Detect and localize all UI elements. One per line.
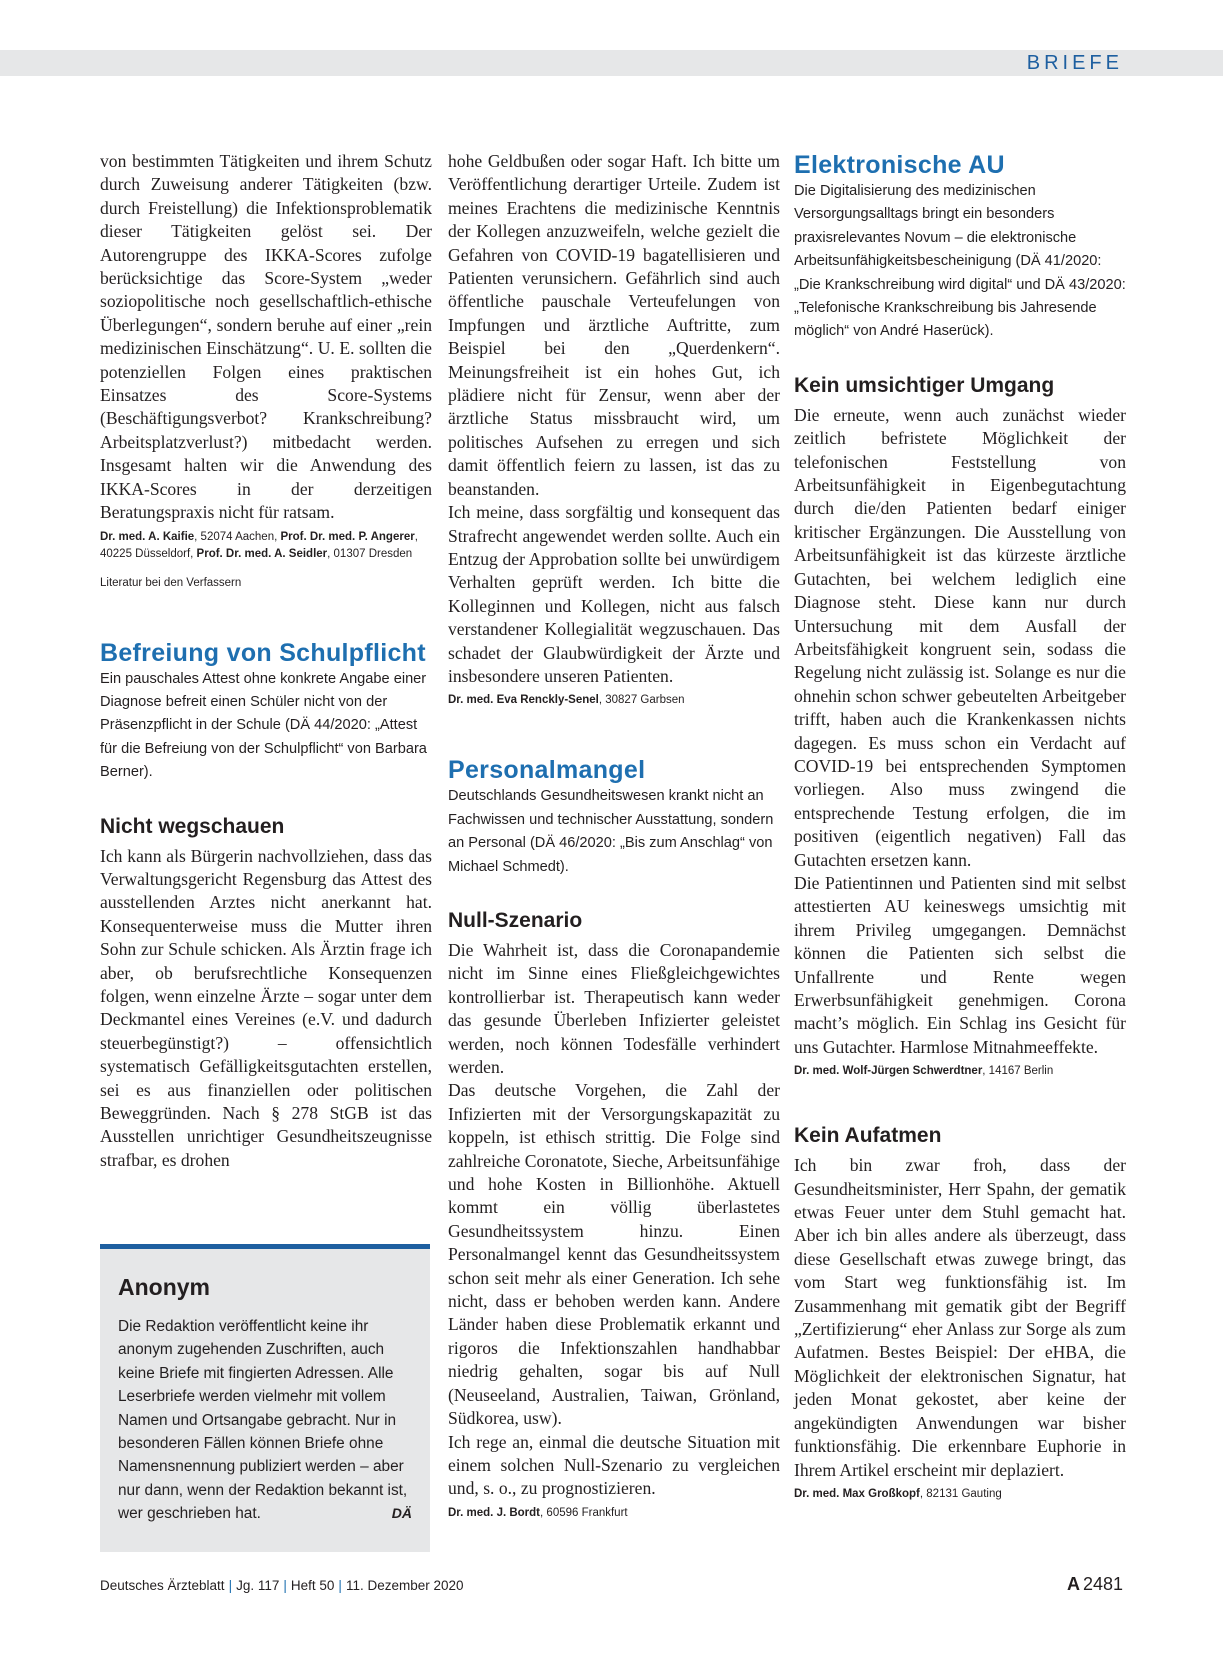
letter-heading: Nicht wegschauen bbox=[100, 814, 285, 838]
letter-text: hohe Geldbußen oder sogar Haft. Ich bitte um Veröffentlichung derartiger Urteile. Zudem ist meines Erachtens die medizinische Kenntnis der Kollegen anzuzweifeln, welche gezielt die Gefahren von COVID-19 bagatellisieren und Patienten verunsichern. Gefährlich sind auch öffentliche pauschale Verteufelungen von Impfungen und ärztliche Auftritte, zum Beispiel bei den „Querdenkern“. Meinungsfreiheit ist ein hohes Gut, ich plädiere nicht für Zensur, wenn aber der ärztliche Status missbraucht wird, um politisches Aufsehen zu erregen und sich damit öffentlich feiern zu lassen, ist das zu beanstanden. bbox=[448, 151, 780, 499]
topic-heading: Elektronische AU bbox=[794, 151, 1005, 179]
signature: Dr. med. Wolf-Jürgen Schwerdtner, 14167 Berlin bbox=[794, 1065, 1054, 1078]
letter-text: von bestimmten Tätigkeiten und ihrem Schutz durch Zuweisung anderer Tätigkeiten (bzw. durch Freistellung) die Infektionsproblematik dieser Tätigkeiten gelöst sei. Der Autorengruppe des IKKA-Scores zufolge berücksichtige das Score-System „weder soziopolitische noch gesellschaftlich-ethische Überlegungen“, sondern beruhe auf einer „rein medizinischen Einschätzung“. U. E. sollten die potenziellen Folgen eines praktischen Einsatzes des Score-Systems (Beschäftigungsverbot? Krankschreibung? Arbeitsplatzverlust?) mitbedacht werden. Insgesamt halten wir die Anwendung des IKKA-Scores in der derzeitigen Beratungspraxis nicht für ratsam. bbox=[100, 151, 432, 523]
box-tag: DÄ bbox=[391, 1505, 412, 1522]
info-box bbox=[100, 1244, 430, 1552]
letter-text: Die erneute, wenn auch zunächst wieder zeitlich befristete Möglichkeit der telefonischen Feststellung von Arbeitsunfähigkeit in Eigenbegutachtung durch die/den Patienten bedarf einiger kritischer Ergänzungen. Die Ausstellung von Arbeitsunfähigkeit ist das kürzeste ärztliche Gutachten, bei welchem lediglich eine Diagnose steht. Diese kann nur durch Untersuchung mit dem Ausfall der Arbeitsfähigkeit kongruent sein, sodass die Regelung nicht zulässig ist. Solange es nur die ohnehin schon schwer gebeutelten Arbeitgeber trifft, haben auch die Krankenkassen nichts dagegen. Es muss schon ein Verdacht auf COVID-19 bei entsprechenden Symptomen vorliegen. Also muss zwingend die entsprechende Testung erfolgen, die im positiven (eigentlich negativen) Fall das Gutachten ersetzen kann. bbox=[794, 404, 1126, 870]
column-2 bbox=[448, 150, 780, 1522]
section-label: BRIEFE bbox=[1026, 52, 1123, 74]
letter-text: Die Patientinnen und Patienten sind mit selbst attestierten AU keineswegs umsichtig mit ihrem Privileg umgegangen. Demnächst können die Patienten sich selbst die Unfallrente und Rente wegen Erwerbsunfähigkeit genehmigen. Corona macht’s möglich. Ein Schlag ins Gesicht für uns Gutachter. Harmlose Mitnahmeeffekte. bbox=[794, 872, 1126, 1057]
letter-text: Ich rege an, einmal die deutsche Situation mit einem solchen Null-Szenario zu vergleichen und, s. o., zu prognostizieren. bbox=[448, 1431, 780, 1499]
page-number: A 2481 bbox=[1066, 1574, 1123, 1594]
issue: Heft 50 bbox=[290, 1578, 335, 1593]
column-3 bbox=[794, 150, 1126, 1503]
letter-text: Das deutsche Vorgehen, die Zahl der Infizierten mit der Versorgungskapazität zu koppeln, ist ethisch strittig. Die Folge sind zahlreiche Coronatote, Sieche, Arbeitsunfähige und hohe Kosten in Billionhöhe. Aktuell kommt ein völlig überlastetes Gesundheitssystem hinzu. Einen Personalmangel kennt das Gesundheitssystem schon seit mehr als einer Generation. Ich sehe nicht, dass er behoben werden kann. Andere Länder haben diese Problematik erkannt und rigoros die Infektionszahlen handhabbar niedrig gehalten, sogar bis auf Null (Neuseeland, Australien, Taiwan, Grönland, Südkorea, usw). bbox=[448, 1080, 780, 1429]
box-text: Die Redaktion veröffentlicht keine ihr anonym zugehenden Zuschriften, auch keine Briefe mit fingierten Adressen. Alle Leserbriefe werden vielmehr mit vollem Namen und Ortsangabe gebracht. Nur in besonderen Fällen können Briefe ohne Namensnennung publiziert werden – aber nur dann, wenn der Redaktion bekannt ist, wer geschrieben hat. DÄ bbox=[118, 1315, 412, 1526]
signature: Dr. med. J. Bordt, 60596 Frankfurt bbox=[448, 1506, 628, 1519]
box-title: Anonym bbox=[118, 1274, 210, 1300]
topic-intro: Die Digitalisierung des medizinischen Versorgungsalltags bringt ein besonders praxisrelevantes Novum – die elektronische Arbeitsunfähigkeitsbescheinigung (DÄ 41/2020: „Die Krankschreibung wird digital“ und DÄ 43/2020: „Telefonische Krankschreibung bis Jahresende möglich“ von André Haserück). bbox=[794, 183, 1126, 340]
letter-text: Die Wahrheit ist, dass die Coronapandemie nicht im Sinne eines Fließgleichgewichtes kontrollierbar ist. Therapeutisch kann weder das gesunde Überleben Infizierter geleistet werden, noch können Todesfälle verhindert werden. bbox=[448, 939, 780, 1077]
letter-heading: Null-Szenario bbox=[448, 908, 583, 932]
letter-text: Ich bin zwar froh, dass der Gesundheitsminister, Herr Spahn, der gematik etwas Feuer unter dem Stuhl gemacht hat. Aber ich bin alles andere als überzeugt, dass diese Gesellschaft etwas zuwege bringt, das vom Start weg funktionsfähig ist. Im Zusammenhang mit gematik gibt der Begriff „Zertifizierung“ eher Anlass zur Sorge als zum Aufatmen. Bestes Beispiel: Der eHBA, die Möglichkeit der elektronischen Signatur, hat jeden Monat gekostet, aber keine der angekündigten Anwendungen war bisher funktionsfähig. Die erkennbare Euphorie in Ihrem Artikel erscheint mir deplaziert. bbox=[794, 1155, 1126, 1480]
signature: Dr. med. Eva Renckly-Senel, 30827 Garbsen bbox=[448, 694, 685, 707]
letter-heading: Kein Aufatmen bbox=[794, 1124, 942, 1148]
issue-date: 11. Dezember 2020 bbox=[345, 1578, 464, 1593]
footer: Deutsches Ärzteblatt | Jg. 117 | Heft 50 | 11. Dezember 2020 bbox=[100, 1578, 464, 1593]
letter-text: Ich kann als Bürgerin nachvollziehen, dass das Verwaltungsgericht Regensburg das Attest des ausstellenden Arztes nicht anerkannt hat. Konsequenterweise muss die Mutter ihren Sohn zur Schule schicken. Als Ärztin frage ich aber, ob berufsrechtliche Konsequenzen folgen, wenn einzelne Ärzte – sogar unter dem Deckmantel eines Vereines (e.V. und dadurch steuerbegünstigt?) – offensichtlich systematisch Gefälligkeitsgutachten erstellen, sei es aus finanziellen oder politischen Beweggründen. Nach § 278 StGB ist das Ausstellen unrichtiger Gesundheitszeugnisse strafbar, es drohen bbox=[100, 845, 432, 1170]
topic-heading: Personalmangel bbox=[448, 756, 646, 785]
topic-intro: Deutschlands Gesundheitswesen krankt nicht an Fachwissen und technischer Ausstattung, sondern an Personal (DÄ 46/2020: „Bis zum Anschlag“ von Michael Schmedt). bbox=[448, 788, 774, 875]
topic-intro: Ein pauschales Attest ohne konkrete Angabe einer Diagnose befreit einen Schüler nicht von der Präsenzpflicht in der Schule (DÄ 44/2020: „Attest für die Befreiung von der Schulpflicht“ von Barbara Berner). bbox=[100, 670, 427, 781]
literature-note: Literatur bei den Verfassern bbox=[100, 576, 242, 589]
signature: Dr. med. Max Großkopf, 82131 Gauting bbox=[794, 1487, 1002, 1500]
letter-heading: Kein umsichtiger Umgang bbox=[794, 373, 1055, 397]
column-1 bbox=[100, 150, 432, 1172]
letter-text: Ich meine, dass sorgfältig und konsequent das Strafrecht angewendet werden sollte. Auch ein Entzug der Approbation sollte bei unwürdigem Verhalten geprüft werden. Ich bitte die Kolleginnen und Kollegen, nicht aus falsch verstandener Kollegialität wegzuschauen. Das schadet der Glaubwürdigkeit der Ärzte und insbesondere unseren Patienten. bbox=[448, 502, 780, 686]
topic-heading: Befreiung von Schulpflicht bbox=[100, 638, 426, 667]
journal-name: Deutsches Ärzteblatt bbox=[100, 1578, 225, 1593]
volume: Jg. 117 bbox=[236, 1578, 280, 1593]
signature: Dr. med. A. Kaifie, 52074 Aachen, Prof. Dr. med. P. Angerer, 40225 Düsseldorf, Prof. Dr. med. A. Seidler, 01307 Dresden bbox=[100, 530, 418, 560]
